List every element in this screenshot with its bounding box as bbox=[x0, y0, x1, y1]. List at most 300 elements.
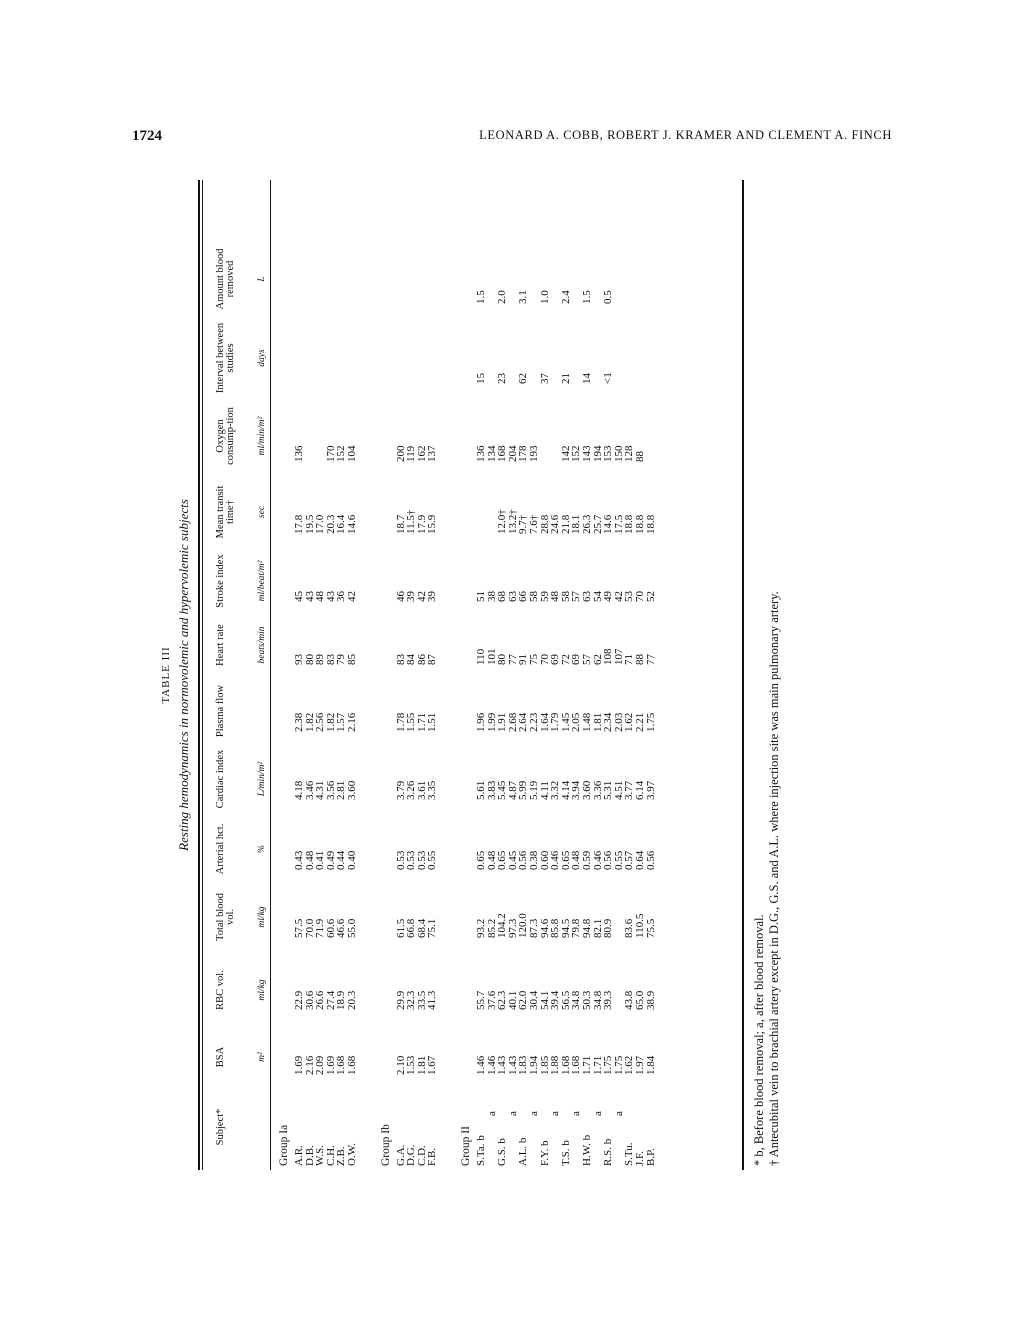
table-label: TABLE III bbox=[160, 646, 172, 704]
data-cell: 39 bbox=[426, 591, 439, 602]
data-cell: 57.5 bbox=[293, 918, 305, 938]
data-cell: 4.14 bbox=[559, 780, 572, 800]
data-cell: 93 bbox=[293, 654, 305, 665]
data-cell: 1.99 bbox=[485, 712, 498, 732]
col-header-2: RBC vol. bbox=[215, 970, 226, 1010]
col-unit-9: sec bbox=[257, 505, 267, 519]
data-cell: 3.60 bbox=[581, 780, 593, 800]
data-cell: 119 bbox=[405, 445, 418, 462]
data-cell: 3.83 bbox=[485, 780, 498, 800]
data-cell: 0.48 bbox=[570, 850, 583, 870]
data-cell: 61.5 bbox=[394, 918, 407, 938]
data-cell: 84 bbox=[405, 654, 418, 665]
data-cell: 101 bbox=[485, 648, 498, 665]
data-cell: 46.6 bbox=[335, 918, 348, 938]
data-cell: 97.3 bbox=[506, 918, 519, 938]
data-cell: 1.68 bbox=[346, 1055, 358, 1075]
data-cell: 2.34 bbox=[602, 712, 615, 732]
data-cell: 52 bbox=[644, 591, 657, 602]
col-unit-11: days bbox=[257, 349, 267, 367]
data-cell: 1.82 bbox=[324, 712, 337, 732]
data-cell: 75 bbox=[528, 654, 540, 665]
data-cell: 3.60 bbox=[346, 780, 358, 800]
rotated-table bbox=[160, 170, 820, 1180]
data-cell: 110 bbox=[475, 648, 487, 665]
data-cell: 4.31 bbox=[314, 780, 327, 800]
data-cell: 11.5† bbox=[405, 509, 418, 534]
data-cell: 94.6 bbox=[538, 918, 551, 938]
data-cell: 200 bbox=[394, 445, 407, 462]
data-cell: 34.8 bbox=[570, 990, 583, 1010]
data-cell: 43 bbox=[324, 591, 337, 602]
data-cell: 2.56 bbox=[314, 712, 327, 732]
data-cell: 0.46 bbox=[549, 850, 562, 870]
data-cell: 39.4 bbox=[549, 990, 562, 1010]
data-cell: 42 bbox=[612, 591, 625, 602]
data-cell: 27.4 bbox=[324, 990, 337, 1010]
col-unit-4: % bbox=[257, 845, 267, 853]
data-cell: 152 bbox=[335, 445, 348, 462]
subject-cell: H.W. b bbox=[581, 1134, 593, 1166]
data-cell: 2.68 bbox=[506, 712, 519, 732]
data-cell: 1.79 bbox=[549, 712, 562, 732]
data-cell: 51 bbox=[475, 591, 487, 602]
data-cell: 2.23 bbox=[528, 712, 540, 732]
data-cell: 0.55 bbox=[612, 850, 625, 870]
data-cell: 87.3 bbox=[528, 918, 540, 938]
data-cell: 0.48 bbox=[303, 850, 316, 870]
data-cell: 18.8 bbox=[623, 514, 636, 534]
data-cell: 62.0 bbox=[517, 990, 530, 1010]
data-cell: 1.94 bbox=[528, 1055, 540, 1075]
data-cell: 0.46 bbox=[591, 850, 604, 870]
data-cell: 26.3 bbox=[581, 514, 593, 534]
col-unit-5: L/min/m² bbox=[257, 761, 267, 797]
data-cell: 39 bbox=[405, 591, 418, 602]
subject-cell: a bbox=[485, 1111, 498, 1116]
data-cell: 20.3 bbox=[346, 990, 358, 1010]
subject-cell: J.F. bbox=[634, 1150, 646, 1166]
data-cell: 178 bbox=[517, 445, 530, 462]
data-cell: 1.71 bbox=[591, 1055, 604, 1075]
data-cell: 0.48 bbox=[485, 850, 498, 870]
subject-cell: A.L. b bbox=[517, 1137, 530, 1166]
data-cell: 94.8 bbox=[581, 918, 593, 938]
data-cell: 39.3 bbox=[602, 990, 615, 1010]
data-cell: 204 bbox=[506, 445, 519, 462]
data-cell: 7.6† bbox=[528, 514, 540, 534]
subject-cell: G.S. b bbox=[496, 1138, 509, 1166]
data-cell: 62.3 bbox=[496, 990, 509, 1010]
data-cell: 85.2 bbox=[485, 918, 498, 938]
data-cell: 24.6 bbox=[549, 514, 562, 534]
data-cell: 18.9 bbox=[335, 990, 348, 1010]
data-cell: 79.8 bbox=[570, 918, 583, 938]
data-cell: 2.4 bbox=[559, 290, 572, 304]
data-cell: 56.5 bbox=[559, 990, 572, 1010]
data-cell: 62 bbox=[591, 654, 604, 665]
data-cell: 42 bbox=[346, 591, 358, 602]
data-cell: 3.56 bbox=[324, 780, 337, 800]
group-title: Group Ib bbox=[379, 1124, 392, 1166]
data-cell: 71 bbox=[623, 654, 636, 665]
data-cell: 3.97 bbox=[644, 780, 657, 800]
subject-cell: C.D. bbox=[415, 1145, 428, 1166]
data-cell: 88 bbox=[634, 451, 646, 462]
data-cell: 14.6 bbox=[602, 514, 615, 534]
data-cell: 60.6 bbox=[324, 918, 337, 938]
data-cell: 93.2 bbox=[475, 918, 487, 938]
data-cell: 2.38 bbox=[293, 712, 305, 732]
data-cell: 21 bbox=[559, 373, 572, 384]
subject-cell: a bbox=[570, 1111, 583, 1116]
data-cell: 19.5 bbox=[303, 514, 316, 534]
data-cell: 0.44 bbox=[335, 850, 348, 870]
data-cell: 153 bbox=[602, 445, 615, 462]
data-cell: 1.55 bbox=[405, 712, 418, 732]
data-cell: 83.6 bbox=[623, 918, 636, 938]
data-cell: 2.64 bbox=[517, 712, 530, 732]
subject-cell: R.S. b bbox=[602, 1138, 615, 1166]
data-cell: 162 bbox=[415, 445, 428, 462]
data-cell: 21.8 bbox=[559, 514, 572, 534]
data-cell: 194 bbox=[591, 445, 604, 462]
top-rule bbox=[198, 180, 200, 1170]
data-cell: <1 bbox=[602, 372, 615, 384]
data-cell: 17.8 bbox=[293, 514, 305, 534]
data-cell: 34.8 bbox=[591, 990, 604, 1010]
data-cell: 38.9 bbox=[644, 990, 657, 1010]
data-cell: 108 bbox=[602, 648, 615, 665]
data-cell: 85 bbox=[346, 654, 358, 665]
data-cell: 4.18 bbox=[293, 780, 305, 800]
subject-cell: S.Ta. b bbox=[475, 1135, 487, 1166]
data-cell: 70 bbox=[538, 654, 551, 665]
data-cell: 1.53 bbox=[405, 1055, 418, 1075]
data-cell: 82.1 bbox=[591, 918, 604, 938]
footnote-2: † Antecubital vein to brachial artery except in D.G., G.S. and A.L. where injection site was main pulmonary artery. bbox=[767, 591, 781, 1166]
data-cell: 54 bbox=[591, 591, 604, 602]
data-cell: 80 bbox=[496, 654, 509, 665]
data-cell: 1.43 bbox=[506, 1055, 519, 1075]
data-cell: 136 bbox=[475, 445, 487, 462]
data-cell: 1.85 bbox=[538, 1055, 551, 1075]
data-cell: 18.8 bbox=[634, 514, 646, 534]
data-cell: 2.10 bbox=[394, 1055, 407, 1075]
data-cell: 83 bbox=[324, 654, 337, 665]
data-cell: 48 bbox=[549, 591, 562, 602]
data-cell: 170 bbox=[324, 445, 337, 462]
data-cell: 1.88 bbox=[549, 1055, 562, 1075]
subject-cell: O.W. bbox=[346, 1143, 358, 1166]
col-header-10: Oxygen consump-tion bbox=[215, 407, 236, 465]
data-cell: 104.2 bbox=[496, 913, 509, 938]
subject-cell: T.S. b bbox=[559, 1140, 572, 1166]
data-cell: 30.6 bbox=[303, 990, 316, 1010]
data-cell: 40.1 bbox=[506, 990, 519, 1010]
data-cell: 0.38 bbox=[528, 850, 540, 870]
col-header-9: Mean transit time† bbox=[215, 485, 236, 539]
data-cell: 71.9 bbox=[314, 918, 327, 938]
data-cell: 0.56 bbox=[517, 850, 530, 870]
data-cell: 1.75 bbox=[644, 712, 657, 732]
data-cell: 13.2† bbox=[506, 509, 519, 534]
data-cell: 1.71 bbox=[581, 1055, 593, 1075]
footnote-1: * b, Before blood removal; a, after blood removal. bbox=[752, 914, 766, 1166]
data-cell: 23 bbox=[496, 373, 509, 384]
data-cell: 29.9 bbox=[394, 990, 407, 1010]
col-unit-8: ml/beat/m² bbox=[257, 560, 267, 602]
data-cell: 3.79 bbox=[394, 780, 407, 800]
data-cell: 1.69 bbox=[324, 1055, 337, 1075]
subject-cell: S.Tu. bbox=[623, 1142, 636, 1166]
data-cell: 58 bbox=[528, 591, 540, 602]
data-cell: 89 bbox=[314, 654, 327, 665]
data-cell: 3.32 bbox=[549, 780, 562, 800]
data-cell: 136 bbox=[293, 445, 305, 462]
data-cell: 2.16 bbox=[303, 1055, 316, 1075]
data-cell: 5.45 bbox=[496, 780, 509, 800]
subject-cell: B.P. bbox=[644, 1148, 657, 1166]
subject-cell: D.G. bbox=[405, 1144, 418, 1166]
data-cell: 15.9 bbox=[426, 514, 439, 534]
subject-cell: Z.B. bbox=[335, 1146, 348, 1166]
data-cell: 91 bbox=[517, 654, 530, 665]
data-cell: 87 bbox=[426, 654, 439, 665]
data-cell: 53 bbox=[623, 591, 636, 602]
subject-cell: F.B. bbox=[426, 1147, 439, 1166]
data-cell: 2.21 bbox=[634, 712, 646, 732]
data-cell: 22.9 bbox=[293, 990, 305, 1010]
data-cell: 4.51 bbox=[612, 780, 625, 800]
data-cell: 9.7† bbox=[517, 514, 530, 534]
data-cell: 0.56 bbox=[644, 850, 657, 870]
subject-cell: W.S. bbox=[314, 1145, 327, 1166]
data-cell: 69 bbox=[570, 654, 583, 665]
data-cell: 43.8 bbox=[623, 990, 636, 1010]
data-cell: 33.5 bbox=[415, 990, 428, 1010]
col-header-0: Subject* bbox=[215, 1108, 226, 1146]
data-cell: 1.82 bbox=[303, 712, 316, 732]
data-cell: 107 bbox=[612, 648, 625, 665]
data-cell: 57 bbox=[570, 591, 583, 602]
data-cell: 43 bbox=[303, 591, 316, 602]
data-cell: 1.75 bbox=[612, 1055, 625, 1075]
data-cell: 54.1 bbox=[538, 990, 551, 1010]
col-header-4: Arterial hct. bbox=[215, 823, 226, 875]
data-cell: 15 bbox=[475, 373, 487, 384]
data-cell: 66.8 bbox=[405, 918, 418, 938]
data-cell: 14 bbox=[581, 373, 593, 384]
subject-cell: a bbox=[506, 1111, 519, 1116]
data-cell: 2.81 bbox=[335, 780, 348, 800]
data-cell: 83 bbox=[394, 654, 407, 665]
data-cell: 0.5 bbox=[602, 290, 615, 304]
data-cell: 88 bbox=[634, 654, 646, 665]
subject-cell: a bbox=[591, 1111, 604, 1116]
data-cell: 1.5 bbox=[475, 290, 487, 304]
data-cell: 3.1 bbox=[517, 290, 530, 304]
data-cell: 0.59 bbox=[581, 850, 593, 870]
data-cell: 30.4 bbox=[528, 990, 540, 1010]
data-cell: 0.53 bbox=[415, 850, 428, 870]
data-cell: 1.69 bbox=[293, 1055, 305, 1075]
data-cell: 1.68 bbox=[335, 1055, 348, 1075]
data-cell: 1.0 bbox=[538, 290, 551, 304]
group-title: Group Ia bbox=[278, 1124, 290, 1166]
data-cell: 120.0 bbox=[517, 913, 530, 938]
data-cell: 17.9 bbox=[415, 514, 428, 534]
data-cell: 0.56 bbox=[602, 850, 615, 870]
group-title: Group II bbox=[460, 1126, 472, 1166]
data-cell: 77 bbox=[506, 654, 519, 665]
data-cell: 12.0† bbox=[496, 509, 509, 534]
data-cell: 1.96 bbox=[475, 712, 487, 732]
data-cell: 128 bbox=[623, 445, 636, 462]
data-cell: 143 bbox=[581, 445, 593, 462]
data-cell: 0.57 bbox=[623, 850, 636, 870]
data-cell: 80.9 bbox=[602, 918, 615, 938]
data-cell: 0.43 bbox=[293, 850, 305, 870]
data-cell: 58 bbox=[559, 591, 572, 602]
data-cell: 1.68 bbox=[559, 1055, 572, 1075]
subject-cell: F.Y. b bbox=[538, 1140, 551, 1166]
data-cell: 77 bbox=[644, 654, 657, 665]
data-cell: 168 bbox=[496, 445, 509, 462]
data-cell: 86 bbox=[415, 654, 428, 665]
data-cell: 1.81 bbox=[415, 1055, 428, 1075]
data-cell: 3.77 bbox=[623, 780, 636, 800]
header-rule bbox=[270, 180, 271, 1170]
data-cell: 63 bbox=[581, 591, 593, 602]
data-cell: 3.36 bbox=[591, 780, 604, 800]
data-cell: 85.8 bbox=[549, 918, 562, 938]
data-cell: 72 bbox=[559, 654, 572, 665]
data-cell: 2.09 bbox=[314, 1055, 327, 1075]
data-cell: 18.7 bbox=[394, 514, 407, 534]
data-cell: 0.65 bbox=[496, 850, 509, 870]
data-cell: 1.62 bbox=[623, 1055, 636, 1075]
data-cell: 55.0 bbox=[346, 918, 358, 938]
data-cell: 55.7 bbox=[475, 990, 487, 1010]
col-header-6: Plasma flow bbox=[215, 684, 226, 738]
data-cell: 48 bbox=[314, 591, 327, 602]
data-cell: 0.65 bbox=[559, 850, 572, 870]
data-cell: 1.68 bbox=[570, 1055, 583, 1075]
data-cell: 152 bbox=[570, 445, 583, 462]
col-header-7: Heart rate bbox=[215, 624, 226, 666]
data-cell: 1.48 bbox=[581, 712, 593, 732]
data-cell: 3.46 bbox=[303, 780, 316, 800]
data-cell: 69 bbox=[549, 654, 562, 665]
data-cell: 0.41 bbox=[314, 850, 327, 870]
data-cell: 63 bbox=[506, 591, 519, 602]
data-cell: 68.4 bbox=[415, 918, 428, 938]
data-cell: 49 bbox=[602, 591, 615, 602]
subject-cell: a bbox=[549, 1111, 562, 1116]
data-cell: 18.8 bbox=[644, 514, 657, 534]
data-cell: 4.87 bbox=[506, 780, 519, 800]
data-cell: 1.91 bbox=[496, 712, 509, 732]
data-cell: 2.03 bbox=[612, 712, 625, 732]
data-cell: 193 bbox=[528, 445, 540, 462]
col-header-5: Cardiac index bbox=[215, 749, 226, 809]
data-cell: 62 bbox=[517, 373, 530, 384]
data-cell: 70.0 bbox=[303, 918, 316, 938]
data-cell: 2.05 bbox=[570, 712, 583, 732]
data-cell: 18.1 bbox=[570, 514, 583, 534]
data-cell: 3.35 bbox=[426, 780, 439, 800]
data-cell: 57 bbox=[581, 654, 593, 665]
data-cell: 41.3 bbox=[426, 990, 439, 1010]
page-number: 1724 bbox=[132, 128, 162, 144]
data-cell: 1.81 bbox=[591, 712, 604, 732]
data-cell: 5.19 bbox=[528, 780, 540, 800]
data-cell: 14.6 bbox=[346, 514, 358, 534]
data-cell: 1.71 bbox=[415, 712, 428, 732]
col-unit-7: beats/min bbox=[257, 626, 267, 664]
data-cell: 0.53 bbox=[405, 850, 418, 870]
subject-cell: a bbox=[612, 1111, 625, 1116]
data-cell: 94.5 bbox=[559, 918, 572, 938]
data-cell: 79 bbox=[335, 654, 348, 665]
col-header-12: Amount blood removed bbox=[215, 248, 236, 310]
data-cell: 75.1 bbox=[426, 918, 439, 938]
data-cell: 1.75 bbox=[602, 1055, 615, 1075]
data-cell: 5.31 bbox=[602, 780, 615, 800]
data-cell: 6.14 bbox=[634, 780, 646, 800]
data-cell: 1.46 bbox=[475, 1055, 487, 1075]
data-cell: 28.8 bbox=[538, 514, 551, 534]
data-cell: 66 bbox=[517, 591, 530, 602]
data-cell: 5.61 bbox=[475, 780, 487, 800]
data-cell: 104 bbox=[346, 445, 358, 462]
data-cell: 0.49 bbox=[324, 850, 337, 870]
running-head: LEONARD A. COBB, ROBERT J. KRAMER AND CLEMENT A. FINCH bbox=[479, 128, 892, 142]
data-cell: 16.4 bbox=[335, 514, 348, 534]
data-cell: 150 bbox=[612, 445, 625, 462]
data-cell: 17.5 bbox=[612, 514, 625, 534]
data-cell: 5.99 bbox=[517, 780, 530, 800]
data-cell: 17.0 bbox=[314, 514, 327, 534]
data-cell: 25.7 bbox=[591, 514, 604, 534]
data-cell: 0.53 bbox=[394, 850, 407, 870]
col-unit-12: L bbox=[257, 276, 267, 282]
data-cell: 1.43 bbox=[496, 1055, 509, 1075]
data-cell: 68 bbox=[496, 591, 509, 602]
data-cell: 0.60 bbox=[538, 850, 551, 870]
data-cell: 70 bbox=[634, 591, 646, 602]
data-cell: 1.84 bbox=[644, 1055, 657, 1075]
data-cell: 1.78 bbox=[394, 712, 407, 732]
data-cell: 1.83 bbox=[517, 1055, 530, 1075]
data-cell: 0.55 bbox=[426, 850, 439, 870]
data-cell: 4.11 bbox=[538, 781, 551, 800]
data-cell: 37 bbox=[538, 373, 551, 384]
col-unit-10: ml/min/m² bbox=[257, 416, 267, 456]
data-cell: 3.61 bbox=[415, 780, 428, 800]
col-header-3: Total blood vol. bbox=[215, 893, 236, 941]
data-cell: 65.0 bbox=[634, 990, 646, 1010]
data-cell: 46 bbox=[394, 591, 407, 602]
col-header-1: BSA bbox=[215, 1046, 226, 1068]
data-cell: 1.67 bbox=[426, 1055, 439, 1075]
data-cell: 3.94 bbox=[570, 780, 583, 800]
data-cell: 36 bbox=[335, 591, 348, 602]
data-cell: 1.62 bbox=[623, 712, 636, 732]
data-cell: 38 bbox=[485, 591, 498, 602]
data-cell: 45 bbox=[293, 591, 305, 602]
